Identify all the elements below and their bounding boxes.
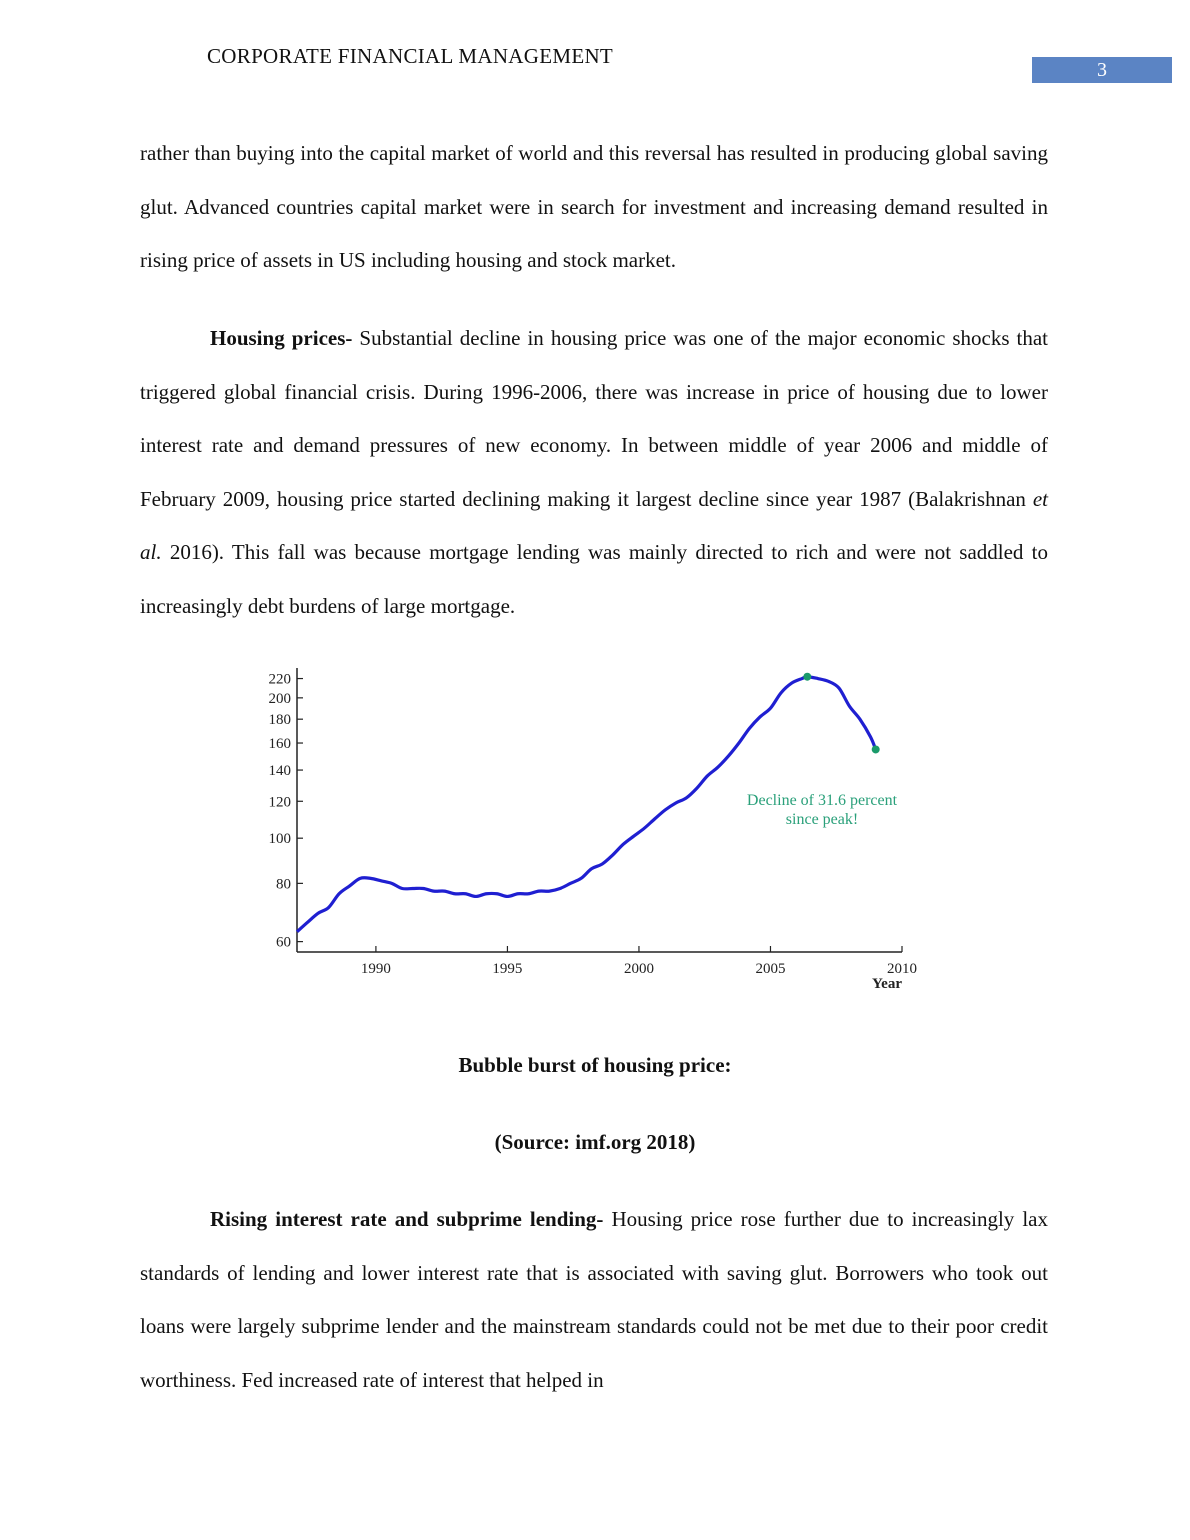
- y-tick-label: 100: [268, 831, 291, 848]
- data-point-marker: [803, 673, 811, 681]
- housing-prices-heading: Housing prices-: [210, 326, 353, 350]
- interest-rate-heading: Rising interest rate and subprime lending-: [210, 1207, 604, 1231]
- x-tick-label: 2010: [887, 961, 917, 977]
- paragraph-saving-glut: rather than buying into the capital market of world and this reversal has resulted in producing global saving glut. Advanced countries capital market were in search for investment and increasing demand resulted in rising price of assets in US including housing and stock market.: [140, 141, 1048, 272]
- x-tick-label: 1990: [360, 961, 391, 977]
- page-number-badge: 3: [1032, 57, 1172, 83]
- y-tick-label: 160: [268, 736, 291, 753]
- y-tick-label: 180: [268, 712, 291, 729]
- y-tick-label: 220: [268, 671, 291, 688]
- y-tick-label: 200: [268, 690, 291, 707]
- data-point-marker: [872, 745, 880, 753]
- paragraph-housing-prices: [140, 312, 1048, 633]
- running-header: CORPORATE FINANCIAL MANAGEMENT: [207, 44, 614, 68]
- x-tick-label: 2005: [755, 961, 786, 977]
- chart-markers-group: [803, 673, 879, 754]
- chart-annotation-group: [747, 792, 898, 828]
- annotation-text-line2: since peak!: [785, 811, 859, 828]
- y-tick-label: 80: [276, 876, 291, 893]
- interest-rate-text: Housing price rose further due to increasingly lax standards of lending and lower interest rate that is associated with saving glut. Borrowers who took out loans were largely subprime lender and the mainstream standards could not be met due to their poor credit worthiness. Fed increased rate of interest that helped in: [140, 1207, 1048, 1392]
- x-tick-label: 2000: [623, 961, 654, 977]
- figure-caption: Bubble burst of housing price:: [458, 1053, 732, 1077]
- annotation-text-line1: Decline of 31.6 percent: [746, 792, 898, 809]
- housing-price-chart: [252, 660, 942, 1000]
- x-tick-label: 1995: [492, 961, 523, 977]
- y-tick-label: 60: [276, 934, 291, 951]
- y-tick-label: 140: [268, 763, 291, 780]
- housing-prices-text-a: Substantial decline in housing price was one of the major economic shocks that triggered global financial crisis. During 1996-2006, there was increase in price of housing due to lower interest rate and demand pressures of new economy. In between middle of year 2006 and middle of February 2009, housing price started declining making it largest decline since year 1987 (Balakrishnan: [140, 326, 1049, 511]
- y-tick-label: 120: [268, 794, 291, 811]
- citation-et-al: et al.: [140, 486, 1048, 564]
- x-axis-label: Year: [872, 976, 902, 992]
- figure-source: (Source: imf.org 2018): [494, 1130, 696, 1154]
- paragraph-interest-rate: [140, 1193, 1048, 1407]
- housing-prices-text-b: 2016). This fall was because mortgage lending was mainly directed to rich and were not saddled to increasingly debt burdens of large mortgage.: [140, 540, 1048, 618]
- chart-axes: [269, 668, 918, 992]
